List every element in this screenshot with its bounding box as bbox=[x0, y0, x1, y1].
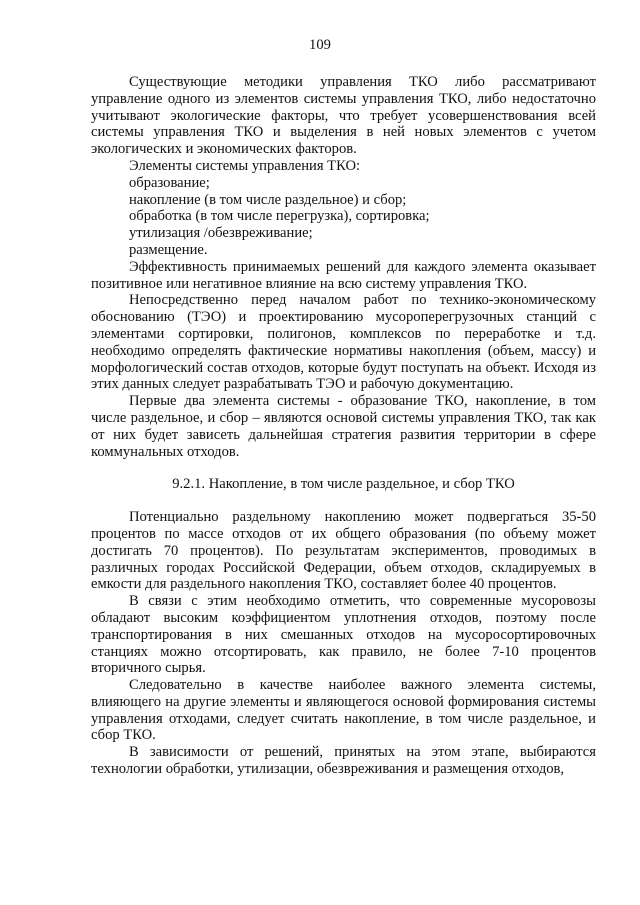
list-item: обработка (в том числе перегрузка), сортировка; bbox=[129, 208, 430, 225]
list-item: накопление (в том числе раздельное) и сбор; bbox=[129, 191, 407, 208]
paragraph: В связи с этим необходимо отметить, что современные мусоровозы обладают высоким коэффициентом уплотнения отходов, поэтому после транспортирования в них смешанных отходов на мусоросортировочных станциях можно отсортировать, как правило, не более 7-10 процентов вторичного сырья. bbox=[91, 593, 596, 677]
paragraph: Первые два элемента системы - образование ТКО, накопление, в том числе раздельное, и сбор – являются основой системы управления ТКО, так как от них будет зависеть дальнейшая стратегия развития территории в сфере коммунальных отходов. bbox=[91, 393, 596, 460]
list-intro: Элементы системы управления ТКО: bbox=[129, 157, 361, 174]
paragraph: Непосредственно перед началом работ по технико-экономическому обоснованию (ТЭО) и проектированию мусороперегрузочных станций с элементами сортировки, полигонов, комплексов по переработке и т.д. необходимо определять фактические нормативы накопления (объем, массу) и морфологический состав отходов, которые будут поступать на объект. Исходя из этих данных следует разрабатывать ТЭО и рабочую документацию. bbox=[91, 292, 596, 393]
paragraph: Потенциально раздельному накоплению может подвергаться 35-50 процентов по массе отходов от их общего образования (по объему может достигать 70 процентов). По результатам экспериментов, проводимых в различных городах Российской Федерации, объем отходов, складируемых в емкости для раздельного накопления ТКО, составляет более 40 процентов. bbox=[91, 509, 596, 593]
list-item: утилизация /обезвреживание; bbox=[129, 225, 313, 242]
document-body bbox=[91, 74, 596, 778]
paragraph: Следовательно в качестве наиболее важного элемента системы, влияющего на другие элементы и являющегося основой формирования системы управления отходами, следует считать накопление, в том числе раздельное, и сбор ТКО. bbox=[91, 677, 596, 744]
paragraph: В зависимости от решений, принятых на этом этапе, выбираются технологии обработки, утилизации, обезвреживания и размещения отходов, bbox=[91, 744, 596, 778]
paragraph: Эффективность принимаемых решений для каждого элемента оказывает позитивное или негативное влияние на всю систему управления ТКО. bbox=[91, 258, 596, 292]
list-item: образование; bbox=[129, 174, 210, 191]
page-number: 109 bbox=[309, 37, 331, 53]
paragraph: Существующие методики управления ТКО либо рассматривают управление одного из элементов системы управления ТКО, либо недостаточно учитывают экологические факторы, что требует усовершенствования всей системы управления ТКО и выделения в ней новых элементов с учетом экологических и экономических факторов. bbox=[91, 74, 596, 158]
list-item: размещение. bbox=[129, 241, 208, 258]
section-heading: 9.2.1. Накопление, в том числе раздельное, и сбор ТКО bbox=[172, 476, 515, 493]
